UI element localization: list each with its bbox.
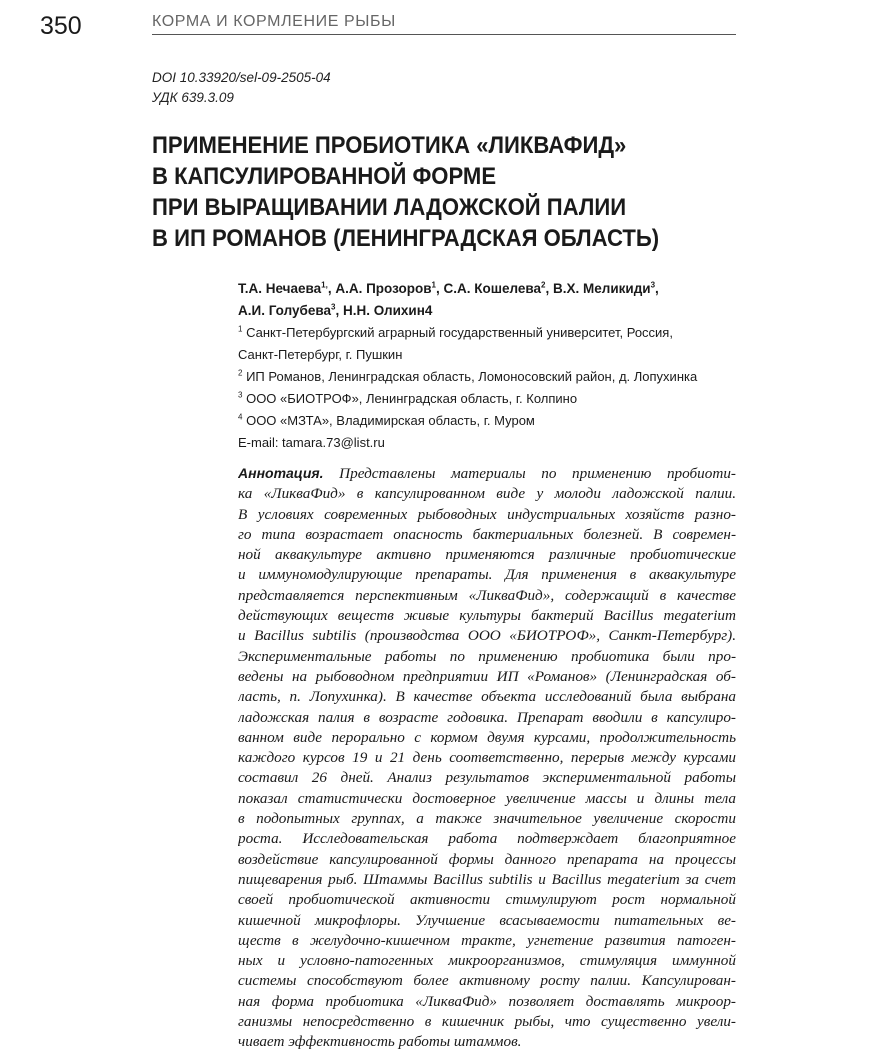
- abstract-line: В условиях современных рыбоводных индустриальных хозяйств разно-: [238, 505, 736, 523]
- abstract-line: ведены на рыбоводном предприятии ИП «Романов» (Ленинградская об-: [238, 667, 736, 685]
- title-line: ПРИ ВЫРАЩИВАНИИ ЛАДОЖСКОЙ ПАЛИИ: [152, 194, 627, 221]
- abstract-line: и Bacillus subtilis (производства ООО «БИОТРОФ», Санкт-Петербург).: [238, 627, 736, 645]
- abstract-body: [238, 484, 736, 1052]
- author-name: С.А. Кошелева: [443, 281, 542, 296]
- affiliation-text: ООО «БИОТРОФ», Ленинградская область, г. Колпино: [246, 391, 578, 406]
- abstract-line: роста. Исследовательская работа подтверждает благоприятное: [238, 830, 736, 848]
- author-affiliation-mark: 2: [541, 280, 546, 290]
- title-line: ПРИМЕНЕНИЕ ПРОБИОТИКА «ЛИКВАФИД»: [152, 132, 627, 159]
- title-line: В ИП РОМАНОВ (ЛЕНИНГРАДСКАЯ ОБЛАСТЬ): [152, 225, 660, 252]
- abstract: [238, 463, 736, 1053]
- abstract-line: ганизмы непосредственно в кишечник рыбы, что существенно увели-: [238, 1013, 736, 1031]
- affiliation-mark: 4: [238, 412, 243, 422]
- affiliation-text: ООО «МЗТА», Владимирская область, г. Муром: [246, 413, 535, 428]
- abstract-label: Аннотация.: [238, 465, 324, 481]
- author-name: А.А. Прозоров: [335, 281, 432, 296]
- affiliation-2: [238, 366, 738, 388]
- abstract-line: действующих веществ живые культуры бактерий Bacillus megaterium: [238, 607, 736, 625]
- abstract-line: своей пробиотической активности стимулируют рост нормальной: [238, 891, 736, 909]
- affiliation-1-cont: Санкт-Петербург, г. Пушкин: [238, 347, 403, 362]
- affiliation-text: Санкт-Петербургский аграрный государственный университет, Россия,: [246, 325, 673, 340]
- header-rule: [152, 34, 736, 35]
- doi: DOI 10.33920/sel-09-2505-04: [152, 70, 331, 85]
- author-affiliation-mark: 1: [431, 280, 436, 290]
- author-name: Н.Н. Олихин4: [342, 303, 433, 318]
- abstract-line: ка «ЛикваФид» в капсулированном виде у молоди ладожской палии.: [238, 485, 736, 503]
- abstract-line: воздействие капсулированной формы данного препарата на процессы: [238, 850, 736, 868]
- author-email: E-mail: tamara.73@list.ru: [238, 435, 385, 450]
- abstract-line: ладожская палия в возрасте годовика. Препарат вводили в капсулиро-: [238, 708, 736, 726]
- author-line: Т.А. Нечаева$^{1,}$, А.А. Прозоров$^1$, С.А. Кошелева$^2$, В.Х. Меликиди$^3$,: [238, 280, 659, 296]
- affiliation-mark: 1: [238, 324, 243, 334]
- abstract-line: представляется перспективным «ЛикваФид», содержащий в качестве: [238, 586, 736, 604]
- article-title: [152, 130, 704, 254]
- abstract-line: системы способствуют более активному росту палии. Капсулирован-: [238, 972, 736, 990]
- page-number: 350: [40, 12, 82, 40]
- author-list: [238, 278, 738, 322]
- abstract-line: составил 26 дней. Анализ результатов экспериментальной работы: [238, 769, 736, 787]
- abstract-line: чивает эффективность работы штаммов.: [238, 1033, 522, 1051]
- abstract-line: ной аквакультуре активно применяются различные пробиотические: [238, 546, 736, 564]
- author-line: А.И. Голубева$^3$, Н.Н. Олихин4: [238, 302, 433, 318]
- author-name: Т.А. Нечаева: [238, 281, 322, 296]
- title-line: В КАПСУЛИРОВАННОЙ ФОРМЕ: [152, 163, 497, 190]
- affiliation-mark: 2: [238, 368, 243, 378]
- abstract-line: в подопытных группах, а также значительное увеличение скорости: [238, 810, 736, 828]
- abstract-line: ществ в желудочно-кишечном тракте, угнетение развития патоген-: [238, 931, 736, 949]
- affiliation-1: [238, 322, 738, 344]
- abstract-line: каждого курсов 19 и 21 день соответственно, перерыв между курсами: [238, 749, 736, 767]
- affiliation-3: [238, 388, 738, 410]
- affiliation-text: ИП Романов, Ленинградская область, Ломоносовский район, д. Лопухинка: [246, 369, 698, 384]
- author-name: В.Х. Меликиди: [553, 281, 651, 296]
- abstract-line: ласть, п. Лопухинка). В качестве объекта исследований была выбрана: [238, 688, 736, 706]
- abstract-line: кишечной микрофлоры. Улучшение всасываемости питательных ве-: [238, 911, 736, 929]
- abstract-line: показал статистически достоверное увеличение массы и длины тела: [238, 789, 736, 807]
- abstract-line: Экспериментальные работы по применению пробиотика были про-: [238, 647, 736, 665]
- abstract-line: [238, 463, 736, 484]
- running-head: КОРМА И КОРМЛЕНИЕ РЫБЫ: [152, 13, 396, 30]
- author-name: А.И. Голубева: [238, 303, 331, 318]
- affiliation-mark: 3: [238, 390, 243, 400]
- udk: УДК 639.3.09: [152, 90, 234, 105]
- abstract-line: го типа возрастает опасность бактериальных болезней. В современ-: [238, 525, 736, 543]
- abstract-line: ная форма пробиотика «ЛикваФид» позволяет доставлять микроор-: [238, 992, 736, 1010]
- author-affiliation-mark: 3: [650, 280, 656, 290]
- affiliation-4: [238, 410, 738, 432]
- author-affiliation-mark: 1,: [321, 280, 328, 290]
- author-affiliation-mark: 3: [330, 302, 336, 312]
- abstract-line: пищеварения рыб. Штаммы Bacillus subtilis и Bacillus megaterium за счет: [238, 870, 736, 888]
- abstract-line: и иммуномодулирующие препараты. Для применения в аквакультуре: [238, 566, 736, 584]
- abstract-line: ных и условно-патогенных микроорганизмов, стимуляция иммунной: [238, 952, 736, 970]
- affiliations: [238, 322, 738, 454]
- abstract-text: Представлены материалы по применению пробиоти-: [339, 465, 736, 482]
- abstract-line: ванном виде перорально с кормом двумя курсами, продолжительность: [238, 728, 736, 746]
